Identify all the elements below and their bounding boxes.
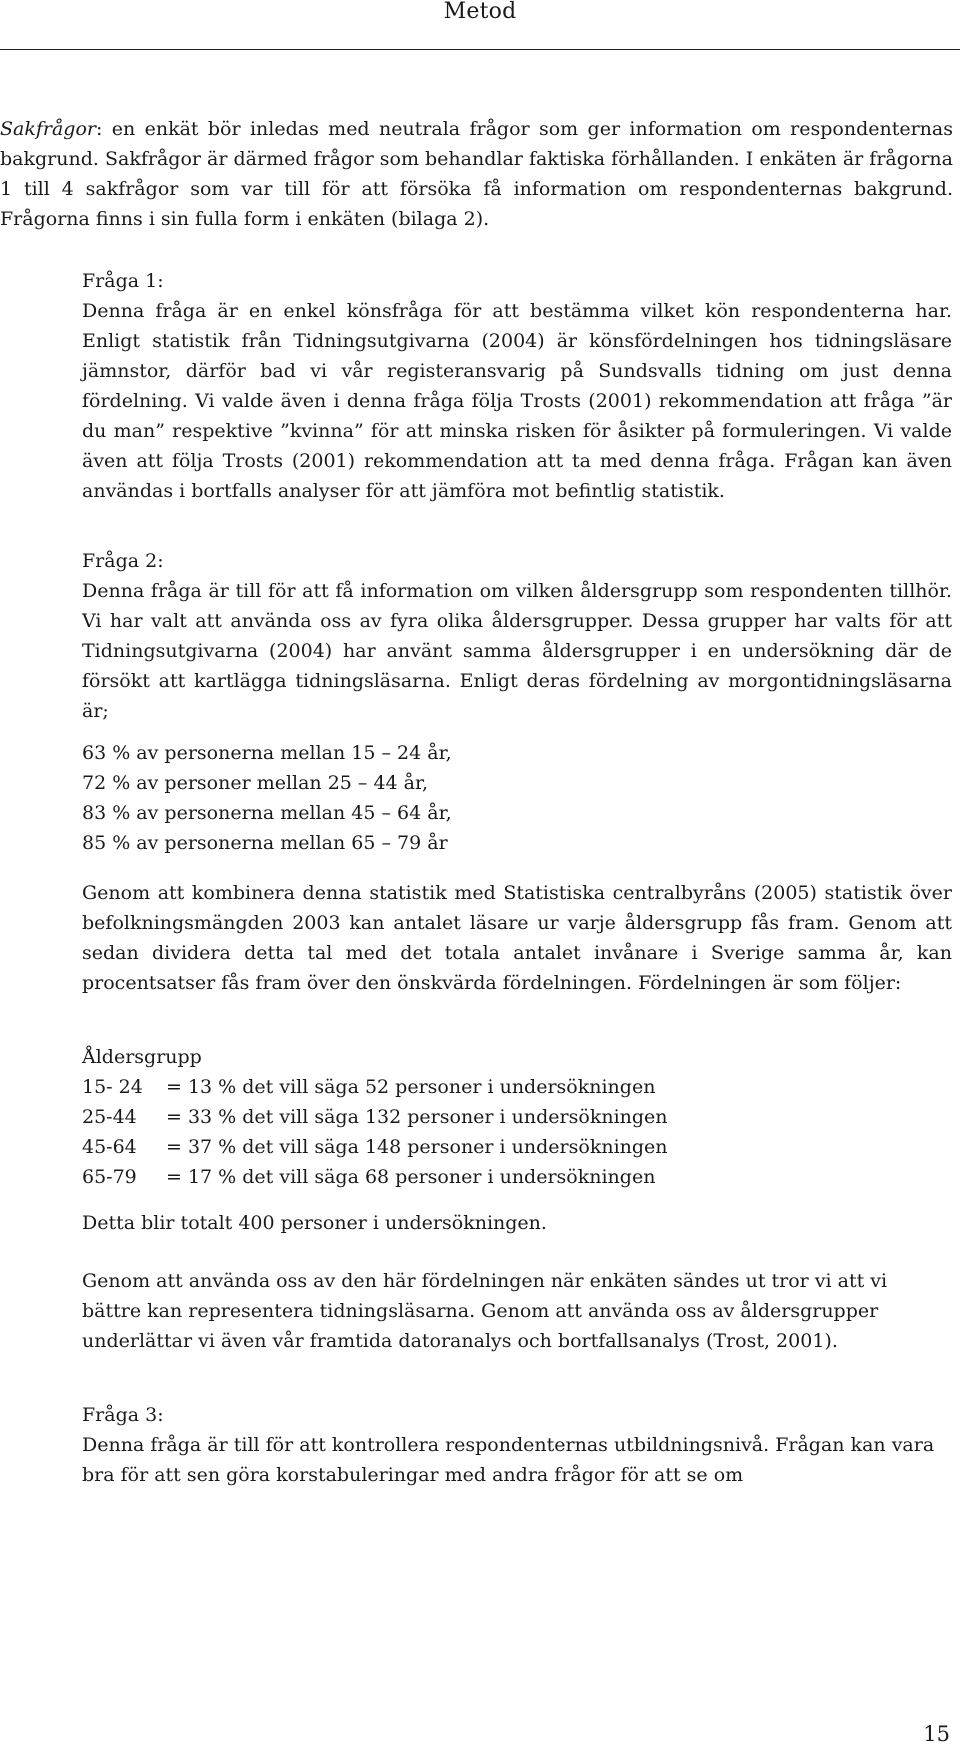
question-2-text: Denna fråga är till för att få information om vilken åldersgrupp som respondenten tillhör. Vi har valt att använda oss av fyra olika åldersgrupper. Dessa grupper har valts för att Tidningsutgivarna (2004) har använt samma åldersgrupper i en undersökning där de försökt att kartlägga tidningsläsarna. Enligt deras fördelning av morgontidningsläsarna är; <box>82 580 952 722</box>
question-1-text: Denna fråga är en enkel könsfråga för att bestämma vilket kön respondenterna har. Enligt statistik från Tidningsutgivarna (2004) är könsfördelningen hos tidningsläsare jämnstor, därför bad vi vår registeransvarig på Sundsvalls tidning om just denna fördelning. Vi valde även i denna fråga följa Trosts (2001) rekommendation att fråga ”är du man” respektive ”kvinna” för att minska risken för åsikter på formuleringen. Vi valde även att följa Trosts (2001) rekommendation att ta med denna fråga. Frågan kan även användas i bortfalls analyser för att jämföra mot befintlig statistik. <box>82 300 952 502</box>
question-1-heading: Fråga 1: <box>82 270 164 292</box>
age-group-cell: 65-79 <box>82 1166 137 1188</box>
question-1-section <box>82 266 952 506</box>
question-3-text: Denna fråga är till för att kontrollera respondenternas utbildningsnivå. Frågan kan vara bra för att sen göra korstabuleringar med andra frågor för att se om <box>82 1434 935 1486</box>
table-row <box>82 1162 668 1192</box>
age-value-cell: = 13 % det vill säga 52 personer i undersökningen <box>166 1076 656 1098</box>
page-header-title: Metod <box>443 0 517 24</box>
question-3-section <box>82 1400 952 1490</box>
intro-text: : en enkät bör inledas med neutrala frågor som ger information om respondenternas bakgrund. Sakfrågor är därmed frågor som behandlar faktiska förhållanden. I enkäten är frågorna 1 till 4 sakfrågor som var till för att försöka få information om respondenternas bakgrund. Frågorna finns i sin fulla form i enkäten (bilaga 2). <box>0 118 953 230</box>
intro-term: Sakfrågor <box>0 118 96 140</box>
question-2-section <box>82 546 952 726</box>
page-number: 15 <box>923 1722 950 1746</box>
age-distribution <box>82 1042 952 1192</box>
closing-paragraph: Genom att använda oss av den här fördelningen när enkäten sändes ut tror vi att vi bättre kan representera tidningsläsarna. Genom att använda oss av åldersgrupper underlättar vi även vår framtida datoranalys och bortfallsanalys (Trost, 2001). <box>82 1270 888 1352</box>
age-table <box>82 1072 668 1192</box>
list-item: 72 % av personer mellan 25 – 44 år, <box>82 772 429 794</box>
age-group-cell: 15- 24 <box>82 1076 143 1098</box>
list-item: 83 % av personerna mellan 45 – 64 år, <box>82 802 452 824</box>
list-item: 85 % av personerna mellan 65 – 79 år <box>82 832 448 854</box>
readership-stats-list <box>82 738 952 858</box>
table-row <box>82 1132 668 1162</box>
total-paragraph: Detta blir totalt 400 personer i undersökningen. <box>82 1212 547 1234</box>
combine-paragraph: Genom att kombinera denna statistik med Statistiska centralbyråns (2005) statistik över befolkningsmängden 2003 kan antalet läsare ur varje åldersgrupp fås fram. Genom att sedan dividera detta tal med det totala antalet invånare i Sverige samma år, kan procentsatser fås fram över den önskvärda fördelningen. Fördelningen är som följer: <box>82 882 952 994</box>
table-row <box>82 1072 668 1102</box>
list-item: 63 % av personerna mellan 15 – 24 år, <box>82 742 452 764</box>
table-row <box>82 1102 668 1132</box>
question-2-heading: Fråga 2: <box>82 550 164 572</box>
age-group-cell: 45-64 <box>82 1136 137 1158</box>
age-value-cell: = 17 % det vill säga 68 personer i undersökningen <box>166 1166 656 1188</box>
question-3-heading: Fråga 3: <box>82 1404 164 1426</box>
age-value-cell: = 37 % det vill säga 148 personer i undersökningen <box>166 1136 668 1158</box>
age-table-heading: Åldersgrupp <box>82 1046 202 1068</box>
header-divider <box>0 49 960 50</box>
age-group-cell: 25-44 <box>82 1106 137 1128</box>
age-value-cell: = 33 % det vill säga 132 personer i undersökningen <box>166 1106 668 1128</box>
intro-paragraph <box>0 114 953 234</box>
